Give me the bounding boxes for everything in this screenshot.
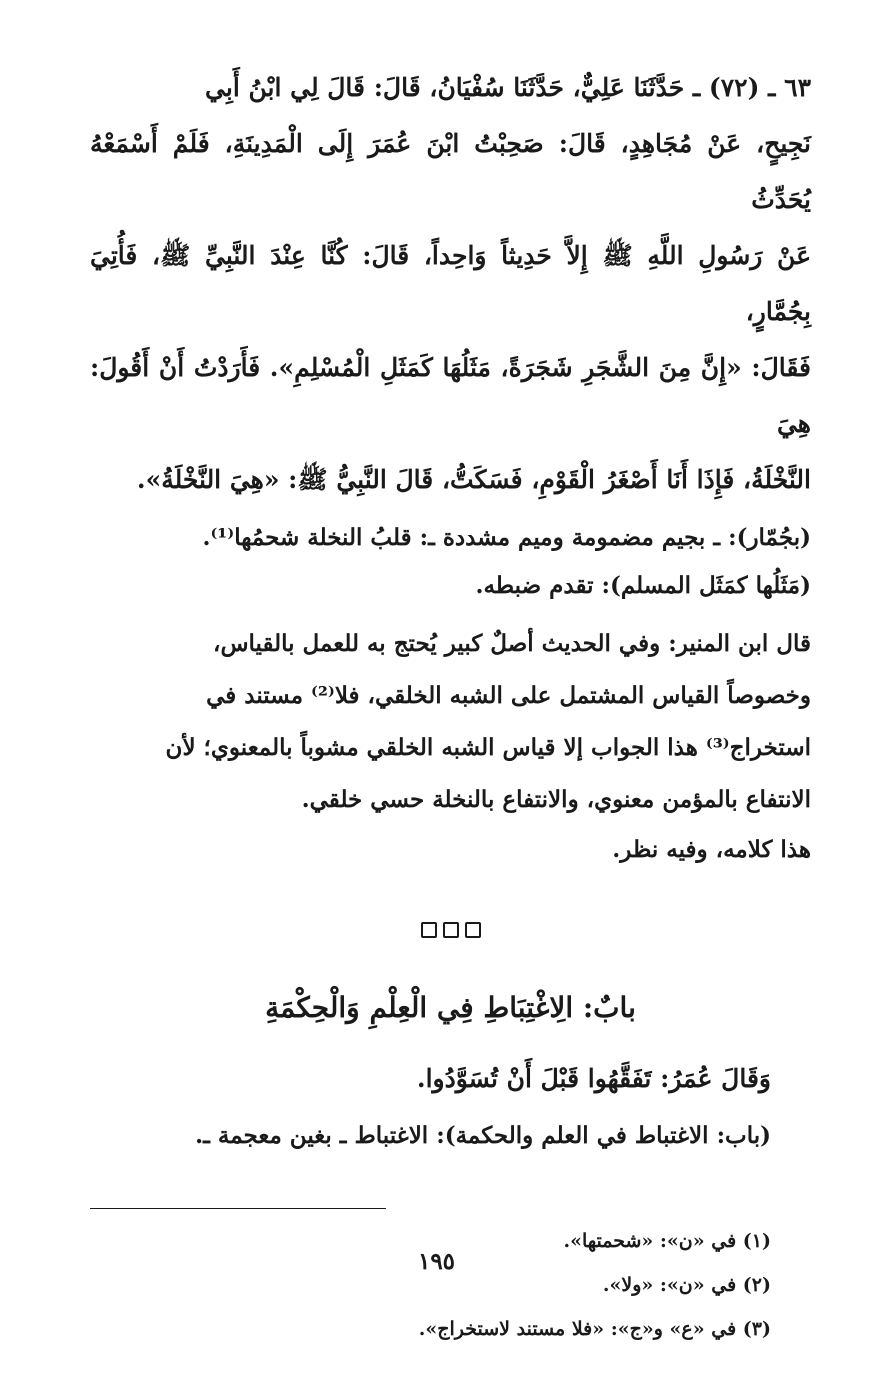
hadith-text xyxy=(90,60,811,508)
commentary-line: وخصوصاً القياس المشتمل على الشبه الخلقي، فلا⁽²⁾ مستند في xyxy=(206,682,811,709)
divider-square-icon xyxy=(421,922,437,938)
hadith-line: النَّخْلَةُ، فَإِذَا أَنَا أَصْغَرُ الْقَوْمِ، فَسَكَتُّ، قَالَ النَّبِيُّ ﷺ: «هِيَ النَّخْلَةُ». xyxy=(136,465,811,494)
divider-square-icon xyxy=(443,922,459,938)
gloss-mathaluha: (مَثَلُها كمَثَل المسلم): تقدم ضبطه. xyxy=(475,572,811,599)
footnote-item: (٢) في «ن»: «ولا». xyxy=(602,1274,771,1296)
commentary-line: قال ابن المنير: وفي الحديث أصلٌ كبير يُحتج به للعمل بالقياس، xyxy=(213,630,811,657)
gloss-jummar: (بجُمّار): ـ بجيم مضمومة وميم مشددة ـ: قلبُ النخلة شحمُها⁽¹⁾. xyxy=(202,524,811,551)
commentary-line: استخراج⁽³⁾ هذا الجواب إلا قياس الشبه الخلقي مشوباً بالمعنوي؛ لأن xyxy=(165,734,811,761)
commentary-line: الانتفاع بالمؤمن معنوي، والانتفاع بالنخلة حسي خلقي. xyxy=(301,786,811,813)
page-number: ١٩٥ xyxy=(417,1248,456,1275)
footnote-item: (٣) في «ع» و«ج»: «فلا مستند لاستخراج». xyxy=(418,1318,771,1340)
chapter-quote: وَقَالَ عُمَرُ: تَفَقَّهُوا قَبْلَ أَنْ تُسَوَّدُوا. xyxy=(416,1064,771,1093)
divider-square-icon xyxy=(465,922,481,938)
hadith-line: عَنْ رَسُولِ اللَّهِ ﷺ إِلاَّ حَدِيثاً وَاحِداً، قَالَ: كُنَّا عِنْدَ النَّبِيِّ ﷺ، فَأُتِيَ بِجُمَّارٍ، xyxy=(90,241,811,326)
footnotes xyxy=(90,1219,771,1351)
hadith-line: ٦٣ ـ (٧٢) ـ حَدَّثَنَا عَلِيٌّ، حَدَّثَنَا سُفْيَانُ، قَالَ: قَالَ لِي ابْنُ أَبِي xyxy=(205,73,811,102)
footnote-separator xyxy=(90,1208,386,1209)
chapter-note: (باب: الاغتباط في العلم والحكمة): الاغتباط ـ بغين معجمة ـ. xyxy=(195,1122,771,1149)
commentary-closing: هذا كلامه، وفيه نظر. xyxy=(612,836,811,863)
book-page xyxy=(90,60,811,1351)
commentary-text xyxy=(90,618,811,826)
section-divider xyxy=(90,922,811,942)
chapter-title: بابٌ: الِاغْتِبَاطِ فِي الْعِلْمِ وَالْحِكْمَةِ xyxy=(265,991,636,1024)
hadith-line: فَقَالَ: «إِنَّ مِنَ الشَّجَرِ شَجَرَةً، مَثَلُهَا كَمَثَلِ الْمُسْلِمِ». فَأَرَدْتُ أَنْ أَقُولَ: هِيَ xyxy=(90,353,811,438)
footnote-item: (١) في «ن»: «شحمتها». xyxy=(563,1230,771,1252)
hadith-line: نَجِيحٍ، عَنْ مُجَاهِدٍ، قَالَ: صَحِبْتُ ابْنَ عُمَرَ إِلَى الْمَدِينَةِ، فَلَمْ أَسْمَعْهُ يُحَدِّثُ xyxy=(90,129,811,214)
